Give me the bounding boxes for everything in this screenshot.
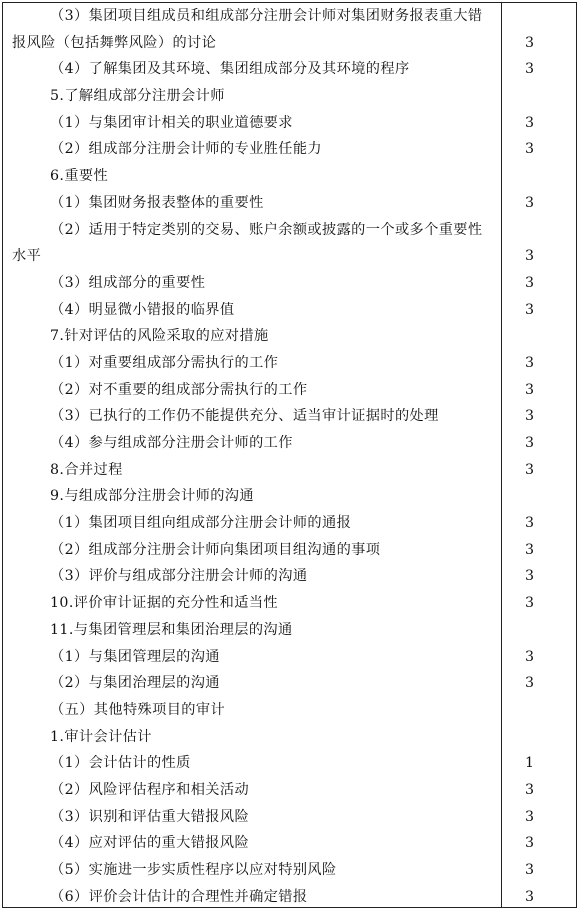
topic-text: （1）集团财务报表整体的重要性 — [50, 194, 264, 211]
requirement-level: 3 — [524, 34, 535, 51]
table-row — [3, 644, 576, 671]
table-row — [3, 217, 576, 270]
table-row — [3, 884, 576, 911]
requirement-level — [501, 83, 558, 110]
table-row — [3, 750, 576, 777]
requirement-level: 3 — [524, 808, 535, 825]
table-row — [3, 590, 576, 617]
topic-text: （2）组成部分注册会计师向集团项目组沟通的事项 — [50, 541, 381, 558]
topic-text: （3）识别和评估重大错报风险 — [50, 808, 250, 825]
topic-text: （3）组成部分的重要性 — [50, 274, 206, 291]
requirement-level — [501, 163, 558, 190]
requirement-level: 3 — [524, 61, 535, 78]
table-row — [3, 190, 576, 217]
topic-text: 6.重要性 — [50, 168, 109, 185]
requirement-level: 3 — [524, 408, 535, 425]
topic-text: （6）评价会计估计的合理性并确定错报 — [50, 888, 308, 905]
topic-text: （1）与集团管理层的沟通 — [50, 648, 220, 665]
table-row — [3, 483, 576, 510]
table-row — [3, 270, 576, 297]
topic-text: （五）其他特殊项目的审计 — [50, 701, 226, 718]
table-row — [3, 350, 576, 377]
requirement-level: 3 — [524, 595, 535, 612]
table-row — [3, 3, 576, 56]
table-row — [3, 830, 576, 857]
syllabus-table — [2, 2, 577, 908]
requirement-level — [501, 697, 558, 724]
requirement-level: 3 — [524, 301, 535, 318]
table-row — [3, 617, 576, 644]
requirement-level: 1 — [524, 755, 535, 772]
requirement-level: 3 — [524, 354, 535, 371]
table-row — [3, 83, 576, 110]
topic-text: （2）组成部分注册会计师的专业胜任能力 — [50, 141, 323, 158]
requirement-level: 3 — [524, 835, 535, 852]
topic-text: 11.与集团管理层和集团治理层的沟通 — [50, 621, 293, 638]
topic-text: （4）应对评估的重大错报风险 — [50, 835, 250, 852]
table-row — [3, 110, 576, 137]
table-row — [3, 510, 576, 537]
topic-text: 5.了解组成部分注册会计师 — [50, 88, 225, 105]
table-row — [3, 537, 576, 564]
topic-text: 8.合并过程 — [50, 461, 123, 478]
table-row — [3, 777, 576, 804]
requirement-level: 3 — [524, 541, 535, 558]
table-row — [3, 323, 576, 350]
table-row — [3, 430, 576, 457]
table-row — [3, 56, 576, 83]
table-row — [3, 136, 576, 163]
requirement-level: 3 — [524, 515, 535, 532]
table-row — [3, 377, 576, 404]
topic-text: （3）评价与组成部分注册会计师的沟通 — [50, 568, 308, 585]
requirement-level: 3 — [524, 461, 535, 478]
requirement-level: 3 — [524, 141, 535, 158]
requirement-level: 3 — [524, 648, 535, 665]
requirement-level: 3 — [524, 114, 535, 131]
requirement-level: 3 — [524, 568, 535, 585]
requirement-level: 3 — [524, 381, 535, 398]
topic-text: （4）了解集团及其环境、集团组成部分及其环境的程序 — [50, 61, 410, 78]
topic-text: （1）对重要组成部分需执行的工作 — [50, 354, 279, 371]
topic-text: （2）与集团治理层的沟通 — [50, 675, 220, 692]
topic-text: （4）明显微小错报的临界值 — [50, 301, 235, 318]
requirement-level: 3 — [524, 248, 535, 265]
topic-text: （5）实施进一步实质性程序以应对特别风险 — [50, 862, 337, 879]
topic-text: （4）参与组成部分注册会计师的工作 — [50, 435, 293, 452]
topic-text: （2）适用于特定类别的交易、账户余额或披露的一个或多个重要性水平 — [12, 221, 483, 265]
table-row — [3, 297, 576, 324]
requirement-level: 3 — [524, 888, 535, 905]
table-row — [3, 724, 576, 751]
requirement-level — [501, 617, 558, 644]
table-row — [3, 563, 576, 590]
topic-text: （1）与集团审计相关的职业道德要求 — [50, 114, 293, 131]
table-row — [3, 857, 576, 884]
table-row — [3, 457, 576, 484]
table-row — [3, 697, 576, 724]
topic-text: 10.评价审计证据的充分性和适当性 — [50, 595, 278, 612]
topic-text: （3）已执行的工作仍不能提供充分、适当审计证据时的处理 — [50, 408, 439, 425]
requirement-level — [501, 724, 558, 751]
table-row — [3, 403, 576, 430]
requirement-level — [501, 323, 558, 350]
table-row — [3, 163, 576, 190]
table-row — [3, 670, 576, 697]
topic-text: 1.审计会计估计 — [50, 728, 152, 745]
topic-text: （1）会计估计的性质 — [50, 755, 191, 772]
requirement-level: 3 — [524, 781, 535, 798]
table-row — [3, 804, 576, 831]
requirement-level: 3 — [524, 675, 535, 692]
topic-text: （3）集团项目组成员和组成部分注册会计师对集团财务报表重大错报风险（包括舞弊风险）的讨论 — [12, 8, 483, 51]
requirement-level — [501, 483, 558, 510]
requirement-level: 3 — [524, 274, 535, 291]
requirement-level: 3 — [524, 194, 535, 211]
table-body — [3, 3, 576, 910]
topic-text: （1）集团项目组向组成部分注册会计师的通报 — [50, 515, 352, 532]
topic-text: 7.针对评估的风险采取的应对措施 — [50, 328, 269, 345]
topic-text: 9.与组成部分注册会计师的沟通 — [50, 488, 254, 505]
topic-text: （2）风险评估程序和相关活动 — [50, 781, 250, 798]
requirement-level: 3 — [524, 862, 535, 879]
requirement-level: 3 — [524, 435, 535, 452]
topic-text: （2）对不重要的组成部分需执行的工作 — [50, 381, 308, 398]
